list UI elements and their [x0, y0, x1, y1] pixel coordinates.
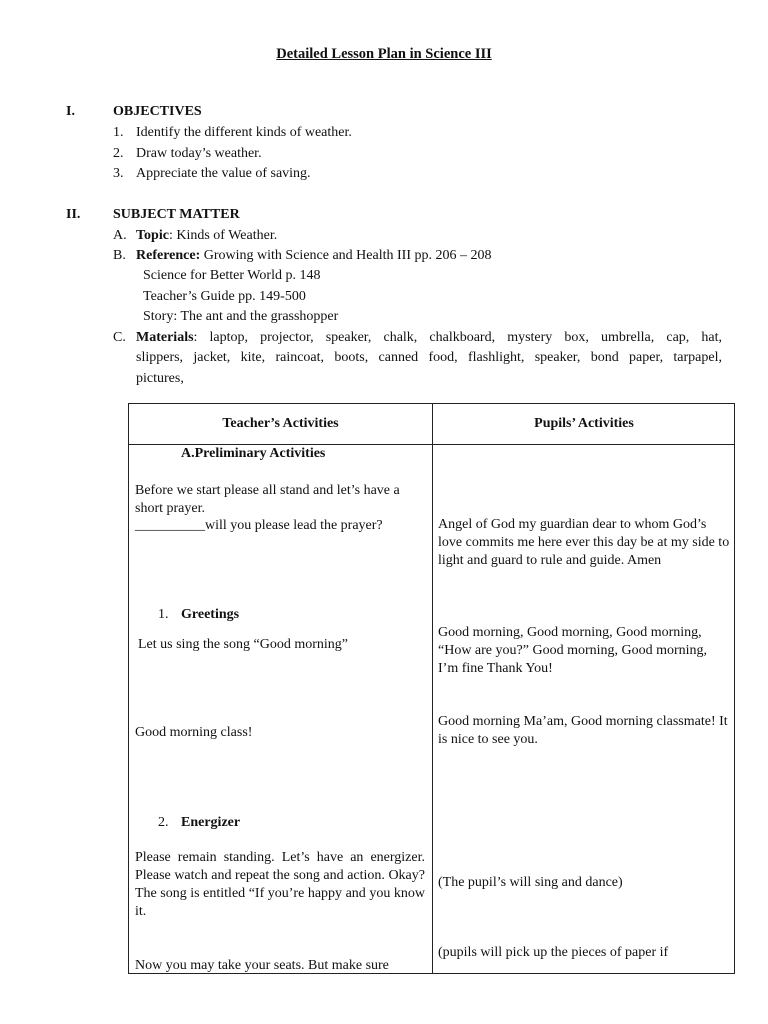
sing-song-instruction: Let us sing the song “Good morning”	[138, 637, 348, 652]
reference-label: Reference:	[136, 248, 201, 263]
preliminary-activities-heading: A.Preliminary Activities	[181, 446, 326, 461]
reference-extra: Science for Better World p. 148	[143, 268, 321, 283]
materials-letter: C.	[113, 330, 126, 345]
class-greeting-response: Good morning Ma’am, Good morning classmate! It is nice to see you.	[438, 714, 728, 747]
materials-line-2: slippers, jacket, kite, raincoat, boots, canned food, flashlight, speaker, bond paper, tarpapel,	[136, 350, 722, 365]
objective-number: 2.	[113, 146, 124, 161]
energizer-number: 2.	[158, 815, 169, 830]
reference-text: Growing with Science and Health III pp. 206 – 208	[200, 248, 492, 263]
prayer-response: Angel of God my guardian dear to whom God’s love commits me here ever this day be at my side to light and guard to rule and guide. Amen	[438, 517, 730, 568]
take-seats-instruction: Now you may take your seats. But make sure	[135, 958, 389, 973]
reference-line	[136, 248, 491, 264]
section-numeral-objectives: I.	[66, 104, 75, 119]
objective-number: 3.	[113, 166, 124, 181]
prayer-lead: __________will you please lead the prayer?	[135, 518, 383, 533]
objective-item: Appreciate the value of saving.	[136, 166, 311, 181]
materials-line-1	[136, 330, 722, 346]
section-heading-objectives: OBJECTIVES	[113, 104, 202, 119]
reference-extra: Story: The ant and the grasshopper	[143, 309, 339, 324]
topic-line	[136, 228, 277, 244]
topic-text: : Kinds of Weather.	[168, 228, 278, 243]
song-response: Good morning, Good morning, Good morning, “How are you?” Good morning, Good morning, I’m fine Thank You!	[438, 625, 708, 676]
objective-item: Identify the different kinds of weather.	[136, 125, 352, 140]
section-numeral-subject-matter: II.	[66, 207, 81, 222]
energizer-instruction: Please remain standing. Let’s have an energizer. Please watch and repeat the song and action. Okay? The song is entitled “If you’re happy and you know it.	[135, 850, 425, 919]
greetings-number: 1.	[158, 607, 169, 622]
reference-extra: Teacher’s Guide pp. 149-500	[143, 289, 306, 304]
topic-letter: A.	[113, 228, 127, 243]
table-column-divider	[432, 404, 433, 973]
section-heading-subject-matter: SUBJECT MATTER	[113, 207, 240, 222]
good-morning-class: Good morning class!	[135, 725, 253, 740]
header-pupils-activities: Pupils’ Activities	[534, 416, 634, 431]
materials-label: Materials	[136, 330, 194, 345]
topic-label: Topic	[136, 228, 169, 243]
activities-table	[128, 403, 735, 974]
document-title: Detailed Lesson Plan in Science III	[276, 46, 492, 62]
objective-number: 1.	[113, 125, 124, 140]
energizer-response: (The pupil’s will sing and dance)	[438, 875, 623, 890]
materials-line-3: pictures,	[136, 371, 184, 386]
greetings-heading: Greetings	[181, 607, 240, 622]
seats-response: (pupils will pick up the pieces of paper if	[438, 945, 669, 960]
prayer-intro: Before we start please all stand and let’s have a short prayer.	[135, 483, 400, 516]
materials-text: : laptop, projector, speaker, chalk, chalkboard, mystery box, umbrella, cap, hat,	[193, 330, 722, 345]
header-teacher-activities: Teacher’s Activities	[222, 416, 339, 431]
reference-letter: B.	[113, 248, 126, 263]
energizer-heading: Energizer	[181, 815, 241, 830]
objective-item: Draw today’s weather.	[136, 146, 262, 161]
